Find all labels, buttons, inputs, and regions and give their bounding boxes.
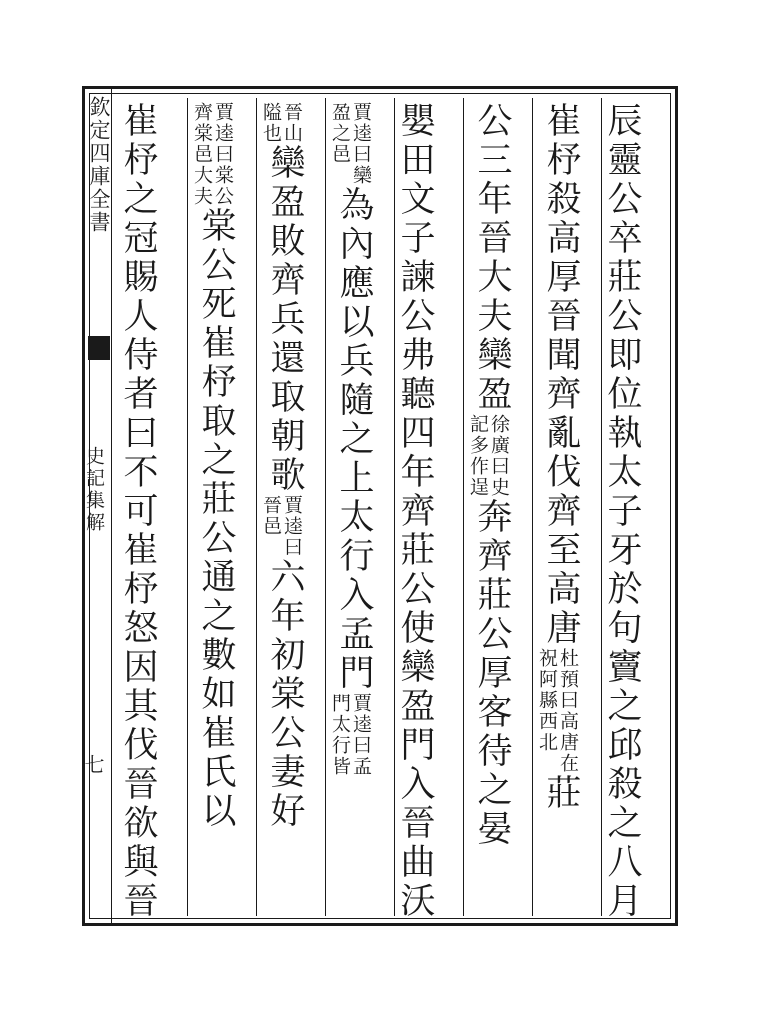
main-text: 六年初棠公妻好: [265, 558, 305, 831]
note-line: 徐廣曰史: [488, 414, 510, 498]
main-text: 辰靈公卒莊公即位執太子牙於句竇之邱殺之八月: [602, 102, 642, 921]
main-text: 崔杼之冠賜人侍者曰不可崔杼怒因其伐晉欲與晉: [118, 102, 158, 921]
book-title: 欽定四庫全書: [87, 96, 111, 234]
text-column: [394, 98, 463, 921]
note-line: 晉邑: [260, 495, 282, 537]
note-line: 杜預曰高唐在: [557, 648, 579, 774]
note-line: 賈逵曰欒: [350, 102, 372, 186]
text-column: [118, 98, 187, 921]
main-text: 嬰田文子諫公弗聽四年齊莊公使欒盈門入晉曲沃: [395, 102, 435, 921]
main-text: 欒盈敗齊兵還取朝歌: [265, 144, 305, 495]
note-line: 賈逵曰: [281, 495, 303, 558]
text-column: [187, 98, 256, 916]
commentary-note: [260, 495, 302, 558]
text-column: [325, 98, 394, 916]
text-column: [601, 98, 670, 921]
folio-number: 七: [81, 754, 105, 774]
text-column: [256, 98, 325, 916]
main-text: 公三年晉大夫欒盈: [472, 102, 512, 414]
note-line: 晉山: [281, 102, 303, 144]
center-label: 史記集解: [83, 446, 105, 534]
main-text: 莊: [541, 774, 581, 813]
note-line: 齊棠邑大夫: [191, 102, 213, 207]
main-text: 奔齊莊公厚客待之晏: [472, 498, 512, 849]
commentary-note: [329, 693, 371, 777]
note-line: 隘也: [260, 102, 282, 144]
text-column: [463, 98, 532, 916]
commentary-note: [536, 648, 578, 774]
commentary-note: [191, 102, 233, 207]
commentary-note: [329, 102, 371, 186]
main-text: 棠公死崔杼取之莊公通之數如崔氏以: [196, 207, 236, 831]
main-text: 為內應以兵隨之上太行入孟門: [334, 186, 374, 693]
commentary-note: [467, 414, 509, 498]
main-text: 崔杼殺高厚晉聞齊亂伐齊至高唐: [541, 102, 581, 648]
note-line: 盈之邑: [329, 102, 351, 165]
commentary-note: [260, 102, 302, 144]
text-column: [532, 98, 601, 916]
note-line: 祝阿縣西北: [536, 648, 558, 753]
note-line: 賈逵曰棠公: [212, 102, 234, 207]
note-line: 賈逵曰孟: [350, 693, 372, 777]
note-line: 記多作逞: [467, 414, 489, 498]
note-line: 門太行皆: [329, 693, 351, 777]
